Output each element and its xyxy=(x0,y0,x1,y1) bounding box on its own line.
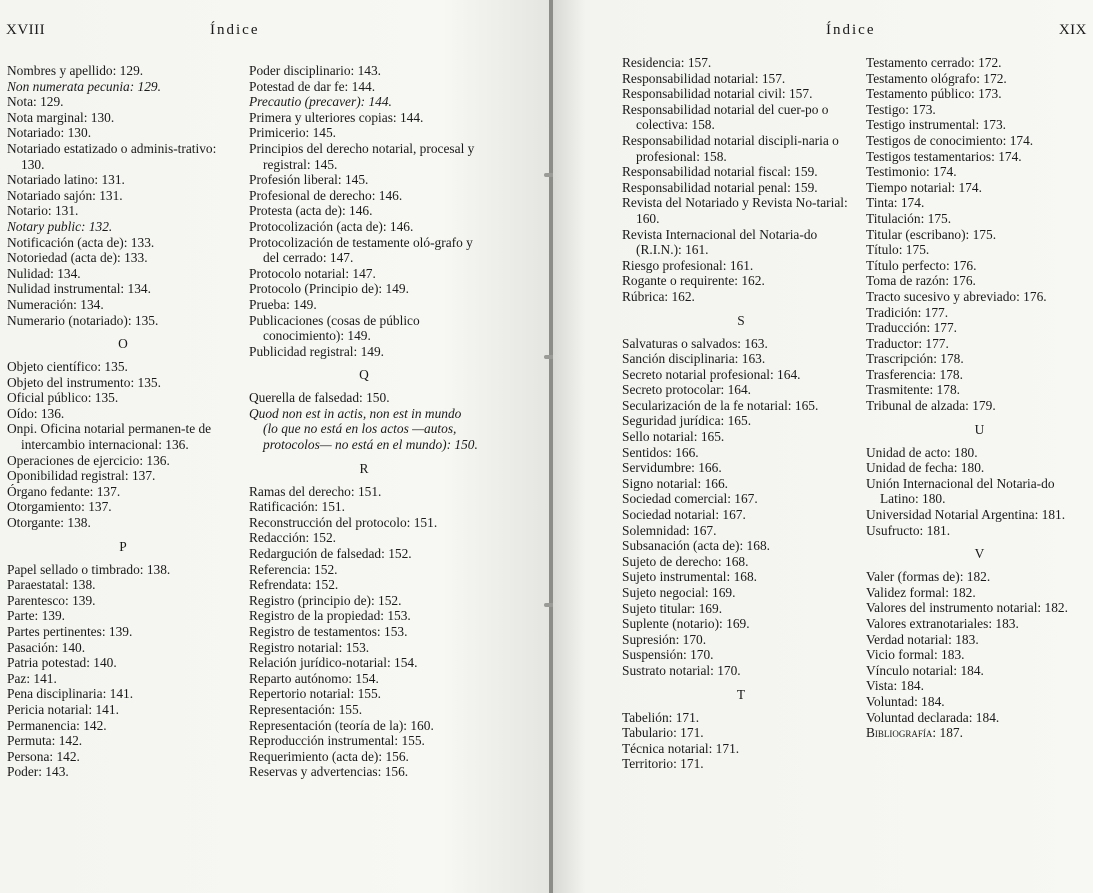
index-entry: Representación (teoría de la): 160. xyxy=(249,717,434,733)
index-entry: Quod non est in actis, non est in mundo (lo que no está en los actos —autos, protocolos— no está en el mundo): 150. xyxy=(249,405,478,453)
index-entry: Secularización de la fe notarial: 165. xyxy=(622,397,819,413)
index-entry: Profesional de derecho: 146. xyxy=(249,187,403,203)
index-column-right-2 xyxy=(866,55,1093,741)
index-entry: Suspensión: 170. xyxy=(622,647,714,663)
index-entry: Protocolización de testamente oló-grafo y del cerrado: 147. xyxy=(249,234,473,266)
index-entry: Solemnidad: 167. xyxy=(622,522,717,538)
index-entry: Pasación: 140. xyxy=(7,639,86,655)
index-entry: Sujeto instrumental: 168. xyxy=(622,569,758,585)
index-entry: Operaciones de ejercicio: 136. xyxy=(7,452,170,468)
index-entry: Registro (principio de): 152. xyxy=(249,592,402,608)
index-entry: Titulación: 175. xyxy=(866,210,952,226)
section-letter: O xyxy=(118,336,128,352)
index-entry: Revista Internacional del Notaria-do (R.I.N.): 161. xyxy=(622,226,818,258)
index-entry: Toma de razón: 176. xyxy=(866,273,976,289)
index-entry: Validez formal: 182. xyxy=(866,584,976,600)
index-entry: Secreto protocolar: 164. xyxy=(622,382,752,398)
index-entry: Órgano fedante: 137. xyxy=(7,483,121,499)
index-entry: Testimonio: 174. xyxy=(866,164,957,180)
index-entry: Sustrato notarial: 170. xyxy=(622,662,741,678)
index-entry: Tradición: 177. xyxy=(866,304,949,320)
index-entry: Notariado sajón: 131. xyxy=(7,187,123,203)
index-entry: Notificación (acta de): 133. xyxy=(7,234,155,250)
index-entry: Responsabilidad notarial civil: 157. xyxy=(622,86,813,102)
index-entry: Testigo instrumental: 173. xyxy=(866,117,1007,133)
index-entry: Parte: 139. xyxy=(7,608,66,624)
index-entry: Nulidad: 134. xyxy=(7,265,81,281)
index-entry: Registro notarial: 153. xyxy=(249,639,370,655)
section-letter: Q xyxy=(359,367,369,383)
index-entry: Responsabilidad notarial fiscal: 159. xyxy=(622,164,818,180)
index-entry: Testigo: 173. xyxy=(866,101,936,117)
index-entry: Onpi. Oficina notarial permanen-te de intercambio internacional: 136. xyxy=(7,421,212,453)
index-entry: Territorio: 171. xyxy=(622,756,704,772)
index-entry: Objeto científico: 135. xyxy=(7,359,128,375)
index-entry: Titular (escribano): 175. xyxy=(866,226,997,242)
index-entry: Supresión: 170. xyxy=(622,631,707,647)
index-entry: Vista: 184. xyxy=(866,678,924,694)
index-entry: Servidumbre: 166. xyxy=(622,460,722,476)
index-entry: Papel sellado o timbrado: 138. xyxy=(7,561,171,577)
index-entry: Revista del Notariado y Revista No-tarial: 160. xyxy=(622,195,848,226)
index-entry: Rogante o requirente: 162. xyxy=(622,273,765,289)
index-entry: Tribunal de alzada: 179. xyxy=(866,398,996,414)
index-entry: Permanencia: 142. xyxy=(7,717,107,733)
index-entry: Seguridad jurídica: 165. xyxy=(622,413,752,429)
index-entry: Nota marginal: 130. xyxy=(7,109,115,125)
index-entry: Sentidos: 166. xyxy=(622,444,699,460)
index-entry: Traducción: 177. xyxy=(866,320,958,336)
index-entry: Protocolo notarial: 147. xyxy=(249,265,376,281)
index-column-left-2 xyxy=(249,63,479,780)
index-entry: Reservas y advertencias: 156. xyxy=(249,764,409,780)
index-entry: Tabulario: 171. xyxy=(622,725,704,741)
index-entry: Nombres y apellido: 129. xyxy=(7,63,144,78)
index-entry: Redargución de falsedad: 152. xyxy=(249,546,412,562)
index-entry: Referencia: 152. xyxy=(249,561,338,577)
index-entry: Notariado latino: 131. xyxy=(7,172,125,188)
index-entry: Permuta: 142. xyxy=(7,733,83,749)
index-entry: Publicaciones (cosas de público conocimiento): 149. xyxy=(249,312,420,344)
index-entry: Registro de testamentos: 153. xyxy=(249,624,408,639)
index-entry: Patria potestad: 140. xyxy=(7,655,117,671)
index-entry: Traductor: 177. xyxy=(866,335,949,351)
index-column-left-1 xyxy=(7,63,239,780)
index-entry: Notario: 131. xyxy=(7,203,79,219)
index-entry: Verdad notarial: 183. xyxy=(866,631,979,647)
index-entry: Trascripción: 178. xyxy=(866,351,964,367)
index-entry: Responsabilidad notarial penal: 159. xyxy=(622,179,818,195)
index-entry: Sanción disciplinaria: 163. xyxy=(622,351,766,367)
index-entry: Requerimiento (acta de): 156. xyxy=(249,748,409,764)
index-entry: Sujeto de derecho: 168. xyxy=(622,553,749,569)
index-entry: Registro de la propiedad: 153. xyxy=(249,608,411,624)
index-entry: Poder: 143. xyxy=(7,764,69,780)
index-entry: Voluntad: 184. xyxy=(866,693,945,709)
index-entry: Secreto notarial profesional: 164. xyxy=(622,366,801,382)
index-entry: Testigos testamentarios: 174. xyxy=(866,148,1022,164)
index-entry: Título: 175. xyxy=(866,242,930,258)
index-entry: Objeto del instrumento: 135. xyxy=(7,374,161,390)
index-entry: Usufructo: 181. xyxy=(866,522,951,538)
index-entry: Sociedad notarial: 167. xyxy=(622,507,746,523)
index-entry: Poder disciplinario: 143. xyxy=(249,63,382,78)
index-entry: Subsanación (acta de): 168. xyxy=(622,538,770,554)
index-entry: Refrendata: 152. xyxy=(249,577,339,593)
index-entry: Notoriedad (acta de): 133. xyxy=(7,250,148,266)
section-letter: U xyxy=(974,421,985,437)
index-entry: Unidad de acto: 180. xyxy=(866,444,978,460)
index-entry: Sociedad comercial: 167. xyxy=(622,491,758,507)
index-entry: Primera y ulteriores copias: 144. xyxy=(249,109,424,125)
bibliography-entry: Bibliografía: 187. xyxy=(866,725,963,741)
index-entry: Non numerata pecunia: 129. xyxy=(7,78,161,94)
index-entry: Notariado: 130. xyxy=(7,125,92,141)
index-entry: Residencia: 157. xyxy=(622,55,712,70)
running-title-right: Índice xyxy=(826,22,876,38)
index-entry: Ratificación: 151. xyxy=(249,499,345,515)
index-entry: Universidad Notarial Argentina: 181. xyxy=(866,507,1066,523)
index-entry: Tinta: 174. xyxy=(866,195,925,211)
index-entry: Pericia notarial: 141. xyxy=(7,701,119,717)
index-entry: Testamento ológrafo: 172. xyxy=(866,70,1007,86)
index-entry: Tracto sucesivo y abreviado: 176. xyxy=(866,288,1047,304)
index-entry: Vínculo notarial: 184. xyxy=(866,662,984,678)
index-entry: Reconstrucción del protocolo: 151. xyxy=(249,514,438,530)
index-entry: Nulidad instrumental: 134. xyxy=(7,281,151,297)
section-letter: T xyxy=(736,686,746,702)
index-entry: Redacción: 152. xyxy=(249,530,337,546)
index-entry: Responsabilidad notarial discipli-naria o profesional: 158. xyxy=(622,132,839,164)
index-entry: Pena disciplinaria: 141. xyxy=(7,686,134,702)
index-entry: Potestad de dar fe: 144. xyxy=(249,78,376,94)
index-entry: Nota: 129. xyxy=(7,94,64,110)
index-entry: Paz: 141. xyxy=(7,670,57,686)
index-entry: Primicerio: 145. xyxy=(249,125,337,141)
index-entry: Sello notarial: 165. xyxy=(622,429,725,445)
index-entry: Signo notarial: 166. xyxy=(622,475,729,491)
index-entry: Testigos de conocimiento: 174. xyxy=(866,132,1034,148)
index-entry: Oído: 136. xyxy=(7,405,65,421)
index-entry: Suplente (notario): 169. xyxy=(622,616,750,632)
index-entry: Responsabilidad notarial: 157. xyxy=(622,70,786,86)
index-entry: Tabelión: 171. xyxy=(622,709,700,725)
index-entry: Numerario (notariado): 135. xyxy=(7,312,159,328)
index-entry: Protesta (acta de): 146. xyxy=(249,203,373,219)
index-entry: Notariado estatizado o adminis-trativo: 130. xyxy=(7,140,217,172)
index-entry: Riesgo profesional: 161. xyxy=(622,257,754,273)
index-entry: Ramas del derecho: 151. xyxy=(249,483,382,499)
index-entry: Técnica notarial: 171. xyxy=(622,740,740,756)
index-entry: Rúbrica: 162. xyxy=(622,288,695,304)
right-page xyxy=(553,0,1093,893)
index-entry: Salvaturas o salvados: 163. xyxy=(622,335,768,351)
index-entry: Profesión liberal: 145. xyxy=(249,172,369,188)
index-entry: Numeración: 134. xyxy=(7,296,104,312)
index-entry: Voluntad declarada: 184. xyxy=(866,709,1000,725)
index-entry: Otorgante: 138. xyxy=(7,515,91,531)
page-number-left: XVIII xyxy=(6,22,46,38)
section-letter: R xyxy=(359,460,369,476)
index-entry: Representación: 155. xyxy=(249,701,363,717)
index-entry: Protocolización (acta de): 146. xyxy=(249,218,414,234)
index-entry: Testamento cerrado: 172. xyxy=(866,55,1002,70)
index-entry: Relación jurídico-notarial: 154. xyxy=(249,655,418,671)
index-entry: Trasferencia: 178. xyxy=(866,366,963,382)
index-entry: Otorgamiento: 137. xyxy=(7,499,112,515)
index-entry: Valer (formas de): 182. xyxy=(866,569,991,585)
section-letter: P xyxy=(119,538,127,554)
index-entry: Notary public: 132. xyxy=(7,218,113,234)
index-entry: Trasmitente: 178. xyxy=(866,382,960,398)
index-entry: Vicio formal: 183. xyxy=(866,647,965,663)
index-entry: Partes pertinentes: 139. xyxy=(7,624,133,639)
index-entry: Sujeto negocial: 169. xyxy=(622,585,736,600)
index-entry: Tiempo notarial: 174. xyxy=(866,179,982,195)
section-letter: V xyxy=(974,546,985,562)
index-entry: Repertorio notarial: 155. xyxy=(249,686,382,702)
index-entry: Protocolo (Principio de): 149. xyxy=(249,281,409,297)
index-entry: Principios del derecho notarial, procesal y registral: 145. xyxy=(249,140,475,172)
index-entry: Parentesco: 139. xyxy=(7,592,96,608)
index-entry: Publicidad registral: 149. xyxy=(249,343,384,359)
section-letter: S xyxy=(737,312,745,328)
index-entry: Persona: 142. xyxy=(7,748,80,764)
index-entry: Responsabilidad notarial del cuer-po o colectiva: 158. xyxy=(622,101,829,133)
index-entry: Título perfecto: 176. xyxy=(866,257,977,273)
index-entry: Sujeto titular: 169. xyxy=(622,600,723,616)
page-number-right: XIX xyxy=(1058,22,1087,38)
index-entry: Oficial público: 135. xyxy=(7,390,119,406)
index-entry: Reproducción instrumental: 155. xyxy=(249,733,425,749)
running-title-left: Índice xyxy=(210,22,260,38)
index-entry: Valores extranotariales: 183. xyxy=(866,616,1019,631)
index-entry: Unidad de fecha: 180. xyxy=(866,460,985,476)
index-entry: Testamento público: 173. xyxy=(866,86,1002,102)
index-entry: Paraestatal: 138. xyxy=(7,577,96,593)
index-entry: Oponibilidad registral: 137. xyxy=(7,468,156,484)
index-entry: Valores del instrumento notarial: 182. xyxy=(866,600,1068,616)
index-entry: Reparto autónomo: 154. xyxy=(249,670,379,686)
index-entry: Querella de falsedad: 150. xyxy=(249,390,390,406)
index-entry: Unión Internacional del Notaria-do Latino: 180. xyxy=(866,475,1055,507)
index-entry: Prueba: 149. xyxy=(249,296,317,312)
index-entry: Precautio (precaver): 144. xyxy=(249,94,392,110)
index-column-right-1 xyxy=(622,55,860,772)
